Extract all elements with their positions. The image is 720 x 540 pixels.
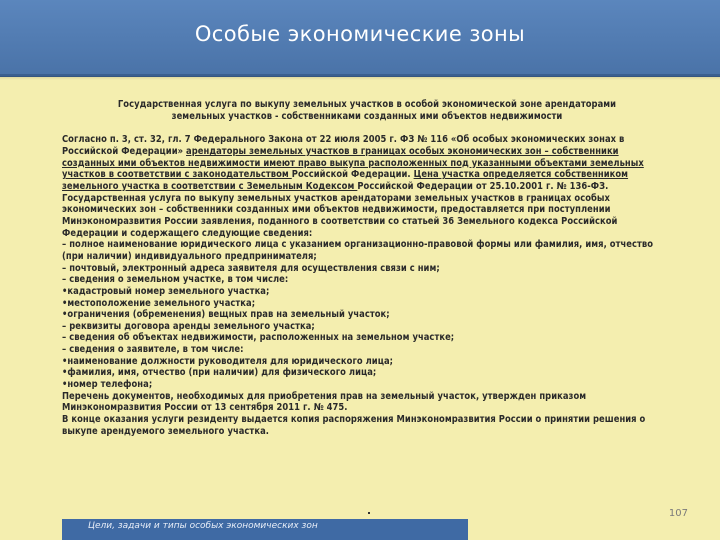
paragraph-service-description: Государственная услуга по выкупу земельных участков арендаторами земельных участков в границах особых экономических зон – собственники созданных ими объектов недвижимости, предоставляется при поступлении Минэкономразвития России заявления, поданного в соответствии со статьей 36 Земельного кодекса Российской Федерации и содержащего следующие сведения: xyxy=(62,192,618,239)
list-item: – полное наименование юридического лица с указанием организационно-правовой формы или фамилия, имя, отчество (при наличии) индивидуального предпринимателя; xyxy=(62,239,654,262)
heading-line-1: Государственная услуга по выкупу земельных участков в особой экономической зоне арендаторами xyxy=(117,99,617,110)
content-heading xyxy=(62,99,672,122)
requirements-list xyxy=(62,239,672,391)
slide-title: Особые экономические зоны xyxy=(194,22,526,46)
paragraph-documents: Перечень документов, необходимых для приобретения прав на земельный участок, утвержден приказом Минэкономразвития России от 13 сентября 2011 г. № 475. xyxy=(62,390,587,414)
decorative-dot xyxy=(368,512,370,514)
list-item: •кадастровый номер земельного участка; xyxy=(62,285,270,297)
law-underlined-price: Цена участка определяется собственником земельного участка в соответствии с Земельным Кодексом xyxy=(62,169,629,192)
list-item: •ограничения (обременения) вещных прав на земельный участок; xyxy=(62,309,390,321)
list-item: •наименование должности руководителя для юридического лица; xyxy=(62,355,394,367)
list-item: – сведения о заявителе, в том числе: xyxy=(62,344,244,356)
list-item: – почтовый, электронный адреса заявителя для осуществления связи с ним; xyxy=(62,262,440,274)
law-underlined-rights: арендаторы земельных участков в границах особых экономических зон – собственники созданных ими объектов недвижимости имеют право выкупа расположенных под указанными объектами земельных участков в соответствии с законодательством xyxy=(62,145,644,181)
list-item: •фамилия, имя, отчество (при наличии) для физического лица; xyxy=(62,367,377,379)
list-item: •местоположение земельного участка; xyxy=(62,297,256,309)
list-item: – сведения о земельном участке, в том числе: xyxy=(62,274,289,286)
law-text: Согласно п. 3, ст. 32, гл. 7 Федерального Закона от 22 июля 2005 г. ФЗ № 116 «Об особых экономических зонах в Российской Федерации» xyxy=(62,134,625,157)
slide-body xyxy=(62,99,672,437)
footer-section-link[interactable]: Цели, задачи и типы особых экономических зон xyxy=(88,521,318,531)
list-item: – сведения об объектах недвижимости, расположенных на земельном участке; xyxy=(62,332,455,344)
list-item: – реквизиты договора аренды земельного участка; xyxy=(62,320,315,332)
paragraph-result: В конце оказания услуги резиденту выдается копия распоряжения Минэкономразвития России о принятии решения о выкупе арендуемого земельного участка. xyxy=(62,414,646,437)
page-number: 107 xyxy=(668,508,688,519)
paragraph-law-reference xyxy=(62,134,672,192)
law-text-rf: Российской Федерации. xyxy=(291,169,414,181)
title-bar-shadow xyxy=(0,76,720,80)
heading-line-2: земельных участков - собственниками созданных ими объектов недвижимости xyxy=(171,110,563,122)
law-text-code: Российской Федерации от 25.10.2001 г. № 136-ФЗ. xyxy=(357,180,609,192)
list-item: •номер телефона; xyxy=(62,379,153,391)
